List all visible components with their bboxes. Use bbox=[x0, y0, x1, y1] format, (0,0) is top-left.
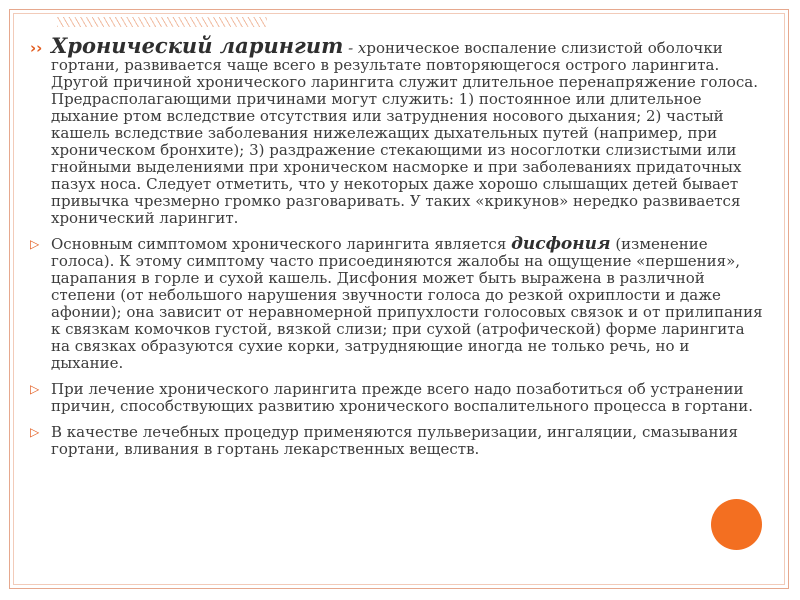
procedures-text: В качестве лечебных процедур применяются пульверизации, ингаляции, смазывания гортани, вливания в гортань лекарственных веществ. bbox=[51, 423, 738, 458]
heading-term: Хронический ларингит bbox=[51, 33, 344, 58]
hollow-arrow-icon: ▷ bbox=[30, 382, 40, 396]
orange-circle-decoration bbox=[711, 499, 762, 550]
bullet-item-procedures bbox=[30, 424, 765, 458]
bullet-item-treatment bbox=[30, 381, 765, 415]
heading-dash: - х bbox=[343, 39, 367, 57]
bullet-item-definition bbox=[30, 34, 765, 227]
symptoms-text-start: Основным симптомом хронического ларингита является bbox=[51, 235, 512, 253]
hollow-arrow-icon: ▷ bbox=[30, 425, 40, 439]
definition-text: роническое воспаление слизистой оболочки гортани, развивается чаще всего в результате повторяющегося острого ларингита. Другой причиной хронического ларингита служит длительное перенапряжение голоса. Предрасполагающими причинами могут служить: 1) постоянное или длительное дыхание ртом вследствие отсутствия или затруднения носового дыхания; 2) частый кашель вследствие заболевания нижележащих дыхательных путей (например, при хроническом бронхите); 3) раздражение стекающими из носоглотки слизистыми или гнойными выделениями при хроническом насморке и при заболеваниях придаточных пазух носа. Следует отметить, что у некоторых даже хорошо слышащих детей бывает привычка чрезмерно громко разговаривать. У таких «крикунов» нередко развивается хронический ларингит. bbox=[51, 39, 759, 227]
slide-body bbox=[30, 34, 765, 458]
symptom-term: дисфония bbox=[511, 234, 611, 254]
double-chevron-icon: ›› bbox=[30, 39, 43, 57]
hollow-arrow-icon: ▷ bbox=[30, 237, 40, 251]
bullet-item-symptoms bbox=[30, 236, 765, 372]
treatment-text: При лечение хронического ларингита прежде всего надо позаботиться об устранении причин, способствующих развитию хронического воспалительного процесса в гортани. bbox=[51, 380, 754, 415]
symptoms-text-rest: (изменение голоса). К этому симптому часто присоединяются жалобы на ощущение «першения», царапания в горле и сухой кашель. Дисфония может быть выражена в различной степени (от небольшого нарушения звучности голоса до резкой охриплости и даже афонии); она зависит от неравномерной припухлости голосовых связок и от прилипания к связкам комочков густой, вязкой слизи; при сухой (атрофической) форме ларингита на связках образуются сухие корки, затрудняющие иногда не только речь, но и дыхание. bbox=[51, 235, 763, 372]
decorative-hatch-stripe bbox=[57, 17, 267, 27]
